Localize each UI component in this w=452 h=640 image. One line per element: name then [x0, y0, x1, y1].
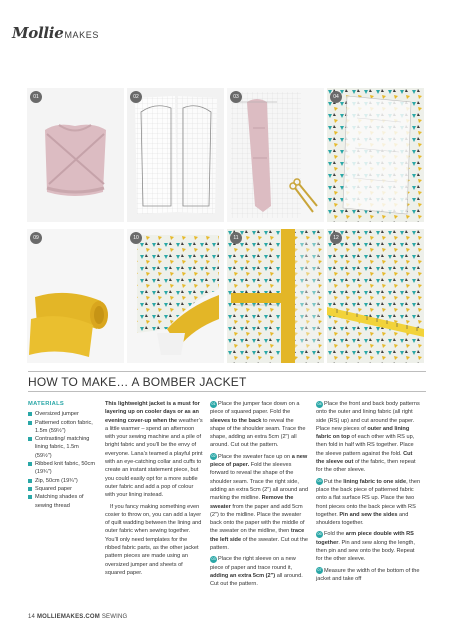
step-number: 07	[317, 568, 322, 573]
step-05: 05 Put the lining fabric to one side, then place the back piece of patterned fabric onto a flat surface RS up. Place the two front pieces onto the back piece with RS together. Pin and sew the sides and shoulders together.	[316, 478, 421, 527]
intro-column	[105, 400, 203, 580]
step-photo-03	[227, 88, 324, 222]
logo-word: MAKES	[64, 30, 99, 40]
photo-number: 12	[330, 232, 342, 244]
step-photo-11	[227, 229, 324, 363]
step-07: 07 Measure the width of the bottom of the jacket and take off	[316, 567, 420, 582]
materials-item: Contrasting/ matching lining fabric, 1.5m (59½")	[28, 435, 96, 460]
step-photo-02	[127, 88, 224, 222]
step-04: 04 Place the front and back body patterns onto the outer and lining fabric (all right side (RS) up) and cut around the paper. Place new pieces of outer and lining fabric on top of each other with RS up, then fold in half with RS together. Place the sleeve pattern against the fold. Cut the sleeve out of the fabric, then repeat for the other sleeve.	[316, 401, 420, 474]
step-number: 02	[211, 454, 216, 459]
photo-number: 03	[230, 91, 242, 103]
step-photo-01	[27, 88, 124, 222]
steps-column-1	[210, 400, 310, 592]
fabric-cutting-image	[327, 88, 424, 222]
materials-list	[28, 410, 96, 510]
intro-lead: This lightweight jacket is a must for layering up on cooler days or as an evening cover-up when the	[105, 401, 200, 424]
footer-site: MOLLIEMAKES.COM	[36, 614, 100, 620]
intro-paragraph-2: If you fancy making something even cosier to throw on, you can add a layer of quilt wadding between the lining and outer fabric when sewing together. You’ll only need templates for the ribbed fabric parts, as the other jacket pattern pieces are made using an oversized jumper and sheets of squared paper.	[105, 503, 202, 576]
step-number: 01	[211, 401, 216, 406]
logo-script: Mollie	[12, 24, 64, 42]
section-top-rule	[28, 371, 426, 372]
step-number: 03	[211, 556, 216, 561]
materials-item: Matching shades of sewing thread	[28, 493, 96, 510]
materials-item: Oversized jumper	[28, 410, 96, 418]
step-photo-09	[27, 229, 124, 363]
step-photo-04	[327, 88, 424, 222]
photo-number: 04	[330, 91, 342, 103]
masthead	[12, 24, 99, 48]
jumper-laid-flat-image	[27, 88, 124, 222]
page-number: 14	[28, 614, 36, 620]
footer-section: SEWING	[101, 614, 128, 620]
photo-number: 09	[30, 232, 42, 244]
tape-measure-image	[327, 229, 424, 363]
step-01: 01 Place the jumper face down on a piece of squared paper. Fold the sleeves to the back to reveal the shape of the shoulder seam. Trace the shape, adding an extra 5cm (2") all around. Cut out the pattern.	[210, 401, 306, 449]
step-03: 03 Place the right sleeve on a new piece of paper and trace round it, adding an extra 5cm (2") all around. Cut out the pattern.	[210, 556, 303, 588]
step-number: 04	[317, 401, 322, 406]
materials-title: MATERIALS	[28, 401, 65, 407]
photo-number: 02	[130, 91, 142, 103]
intro-lead-rest: weather’s a little warmer – spend an afternoon with your sewing machine and a pile of bright fabric and you’ll be the envy of everyone. Lana’s teamed a playful print with an eye-catching collar and cuffs to create an instant statement piece, but you could easily opt for a more subtle outer fabric and add a pop of colour with your lining instead.	[105, 417, 203, 499]
page-footer	[28, 614, 127, 620]
materials-item: Ribbed knit fabric, 50cm (19¾")	[28, 460, 96, 477]
materials-item: Zip, 50cm (19¾")	[28, 477, 96, 485]
materials-column	[28, 400, 96, 510]
step-02: 02 Place the sweater face up on a new piece of paper. Fold the sleeves forward to reveal the shape of the shoulder seam. Trace the right side, adding an extra 5cm (2") all around and marking the midline. Remove the sweater from the paper and add 5cm (2") to the midline. Place the sweater back onto the paper with the middle of the sweater on the midline, then trace the left side of the sweater. Cut out the pattern.	[210, 453, 309, 552]
collar-sewing-image	[227, 229, 324, 363]
steps-column-2	[316, 400, 422, 586]
step-photo-grid	[27, 88, 425, 363]
paper-pattern-image	[127, 88, 224, 222]
step-photo-10	[127, 229, 224, 363]
step-06: 06 Fold the arm piece double with RS together. Pin and sew along the length, then pin and sew onto the body. Repeat for the other sleeve.	[316, 531, 415, 563]
step-photo-12	[327, 229, 424, 363]
photo-number: 01	[30, 91, 42, 103]
step-number: 06	[317, 531, 322, 536]
ribbed-cuff-image	[27, 229, 124, 363]
intro-paragraph	[105, 400, 203, 500]
materials-item: Squared paper	[28, 485, 96, 493]
section-title: HOW TO MAKE… A BOMBER JACKET	[28, 375, 247, 389]
step-number: 05	[317, 479, 322, 484]
section-bottom-rule	[28, 391, 426, 392]
materials-item: Patterned cotton fabric, 1.5m (59½")	[28, 419, 96, 436]
sleeve-with-cuff-image	[127, 229, 224, 363]
photo-number: 11	[230, 232, 242, 244]
sleeve-tracing-image	[227, 88, 324, 222]
photo-number: 10	[130, 232, 142, 244]
